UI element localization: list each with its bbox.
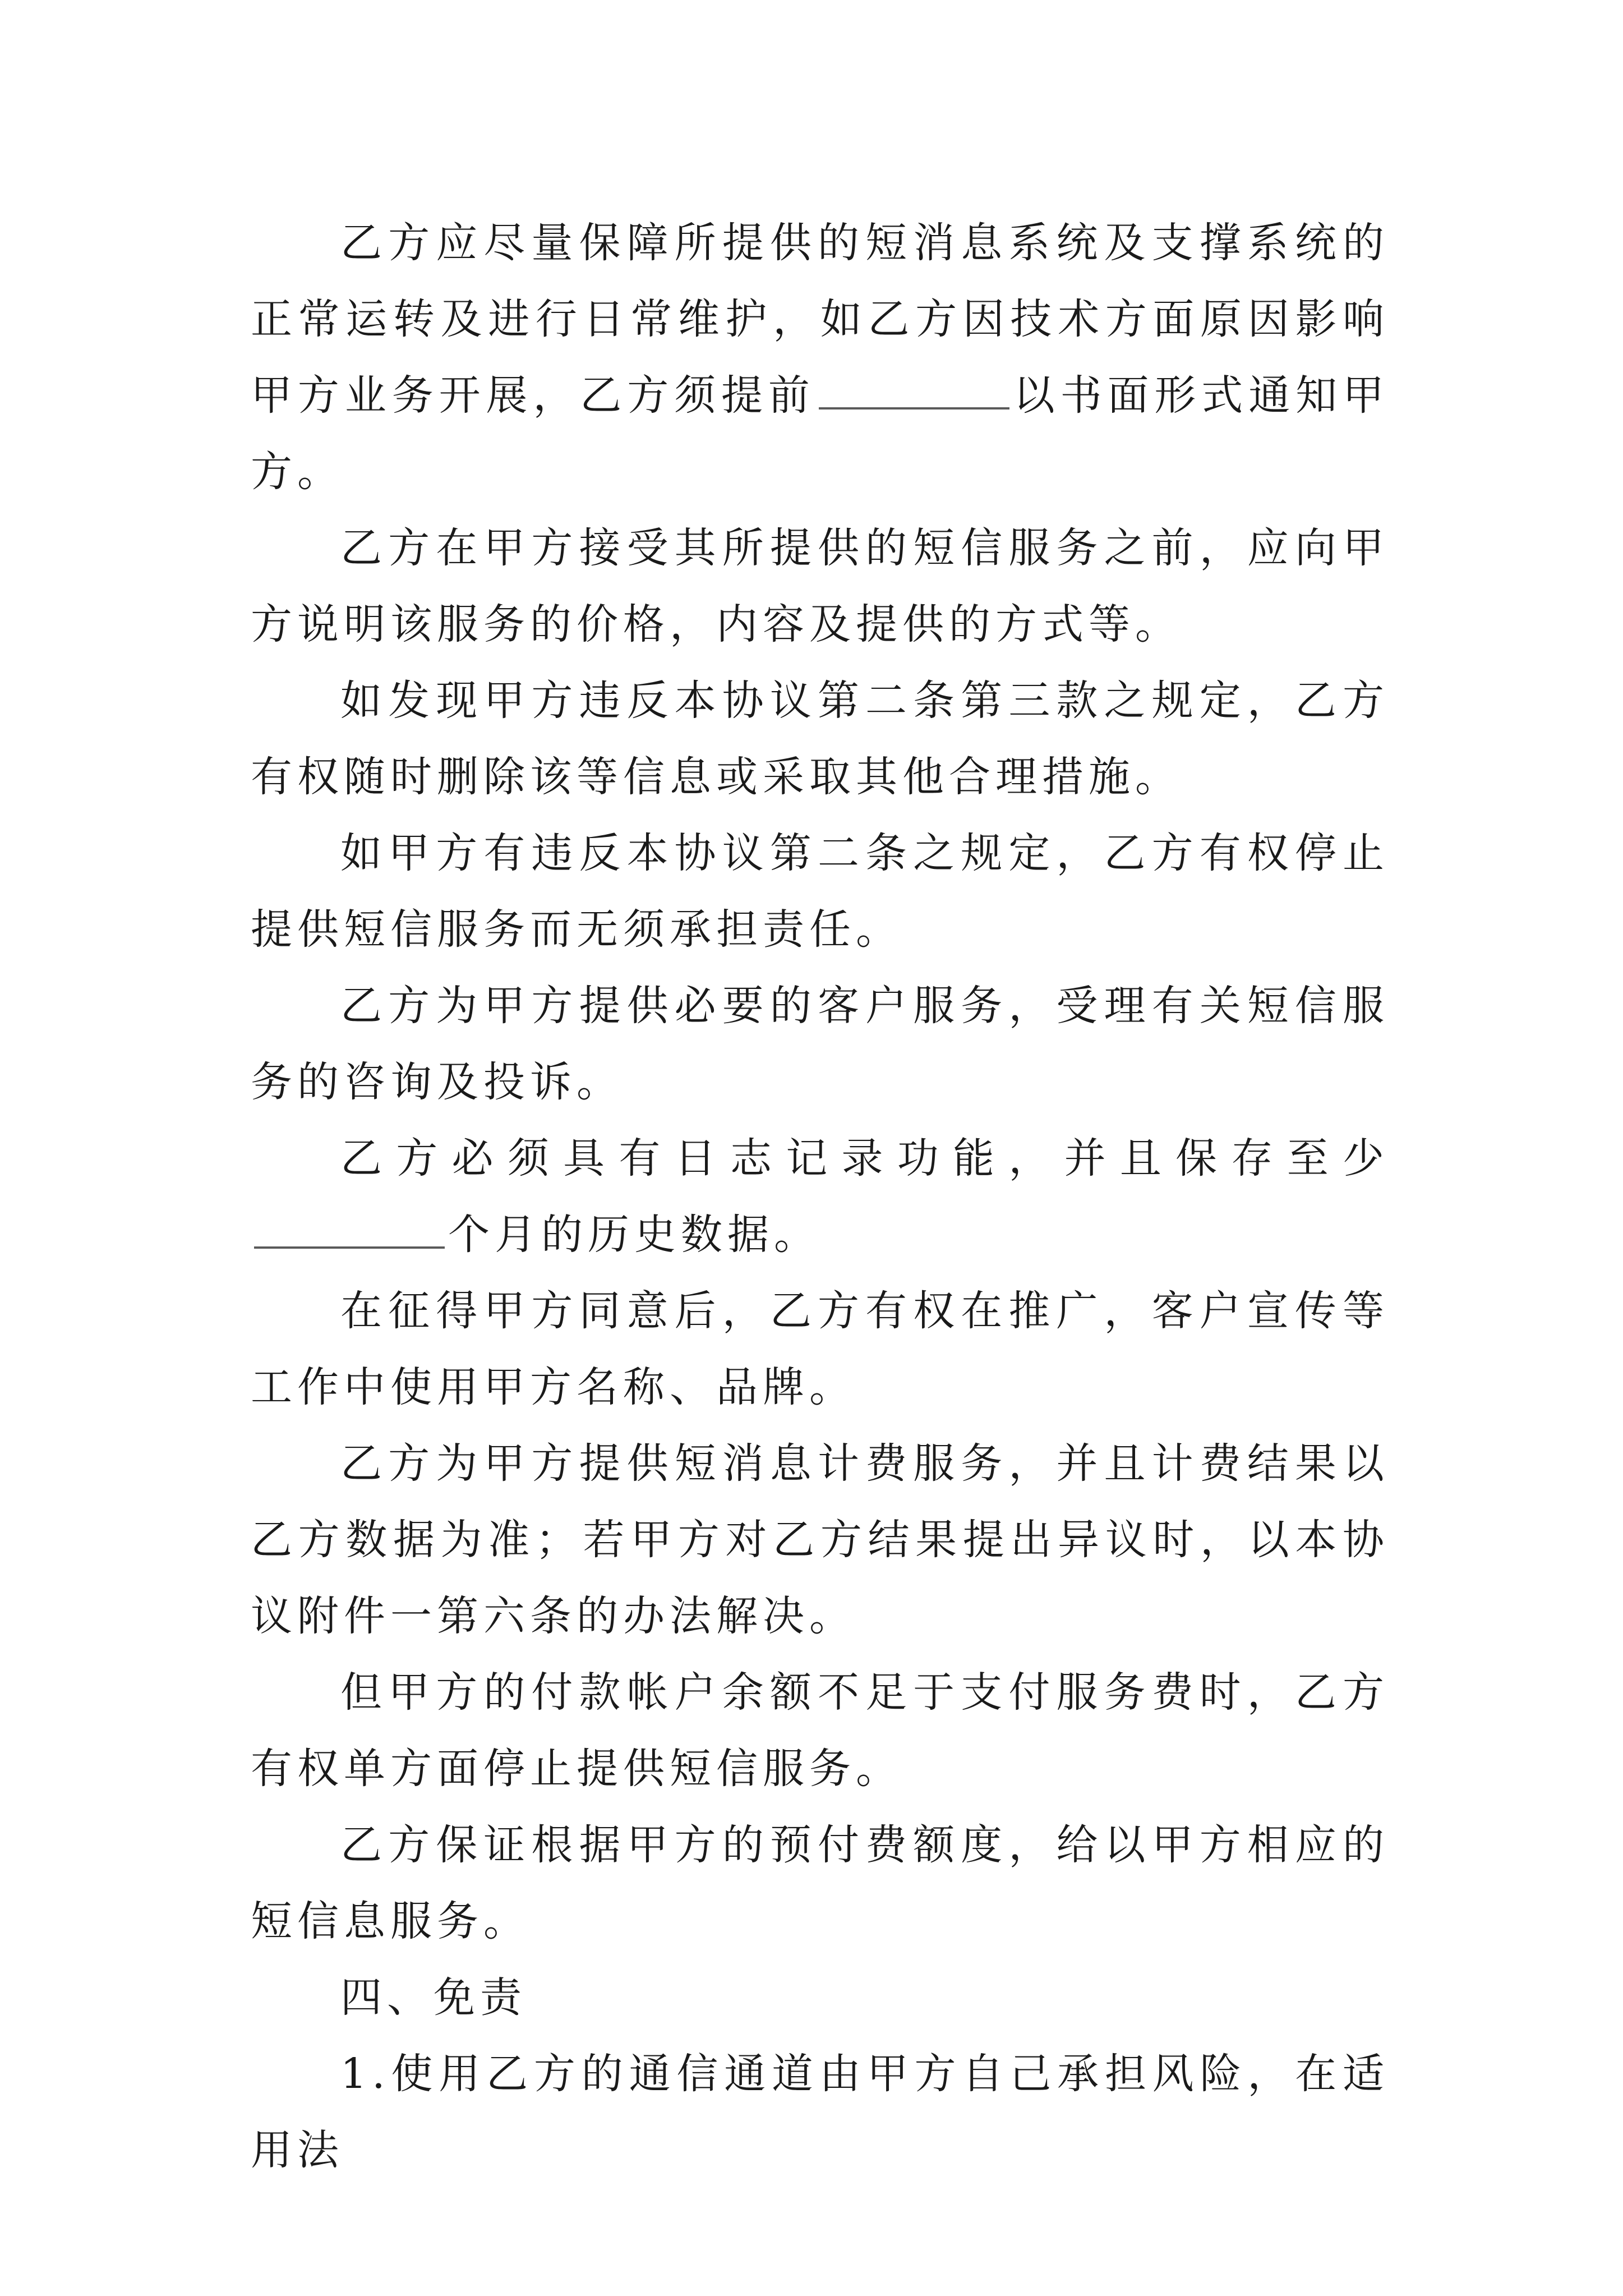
paragraph: 乙方必须具有日志记录功能，并且保存至少个月的历史数据。 <box>251 1120 1389 1273</box>
paragraph: 1.使用乙方的通信通道由甲方自己承担风险，在适用法 <box>251 2050 1389 2174</box>
paragraph: 如发现甲方违反本协议第二条第三款之规定，乙方有权随时删除该等信息或采取其他合理措施。 <box>251 677 1389 801</box>
document-body <box>251 205 1389 2188</box>
paragraph: 乙方为甲方提供必要的客户服务，受理有关短信服务的咨询及投诉。 <box>251 982 1389 1106</box>
paragraph: 乙方为甲方提供短消息计费服务，并且计费结果以乙方数据为准；若甲方对乙方结果提出异议时，以本协议附件一第六条的办法解决。 <box>251 1439 1389 1640</box>
paragraph: 在征得甲方同意后，乙方有权在推广，客户宣传等工作中使用甲方名称、品牌。 <box>251 1287 1389 1411</box>
paragraph: 如甲方有违反本协议第二条之规定，乙方有权停止提供短信服务而无须承担责任。 <box>251 829 1389 954</box>
paragraph: 乙方保证根据甲方的预付费额度，给以甲方相应的短信息服务。 <box>251 1821 1389 1945</box>
paragraph: 乙方应尽量保障所提供的短消息系统及支撑系统的正常运转及进行日常维护，如乙方因技术方面原因影响甲方业务开展，乙方须提前 以书面形式通知甲方。 <box>251 219 1390 496</box>
paragraph: 但甲方的付款帐户余额不足于支付服务费时，乙方有权单方面停止提供短信服务。 <box>251 1668 1389 1793</box>
section-heading: 四、免责 <box>340 1973 527 2022</box>
fill-in-blank <box>819 407 1009 409</box>
fill-in-blank <box>254 1246 445 1249</box>
paragraph: 乙方在甲方接受其所提供的短信服务之前，应向甲方说明该服务的价格，内容及提供的方式等。 <box>251 524 1389 648</box>
